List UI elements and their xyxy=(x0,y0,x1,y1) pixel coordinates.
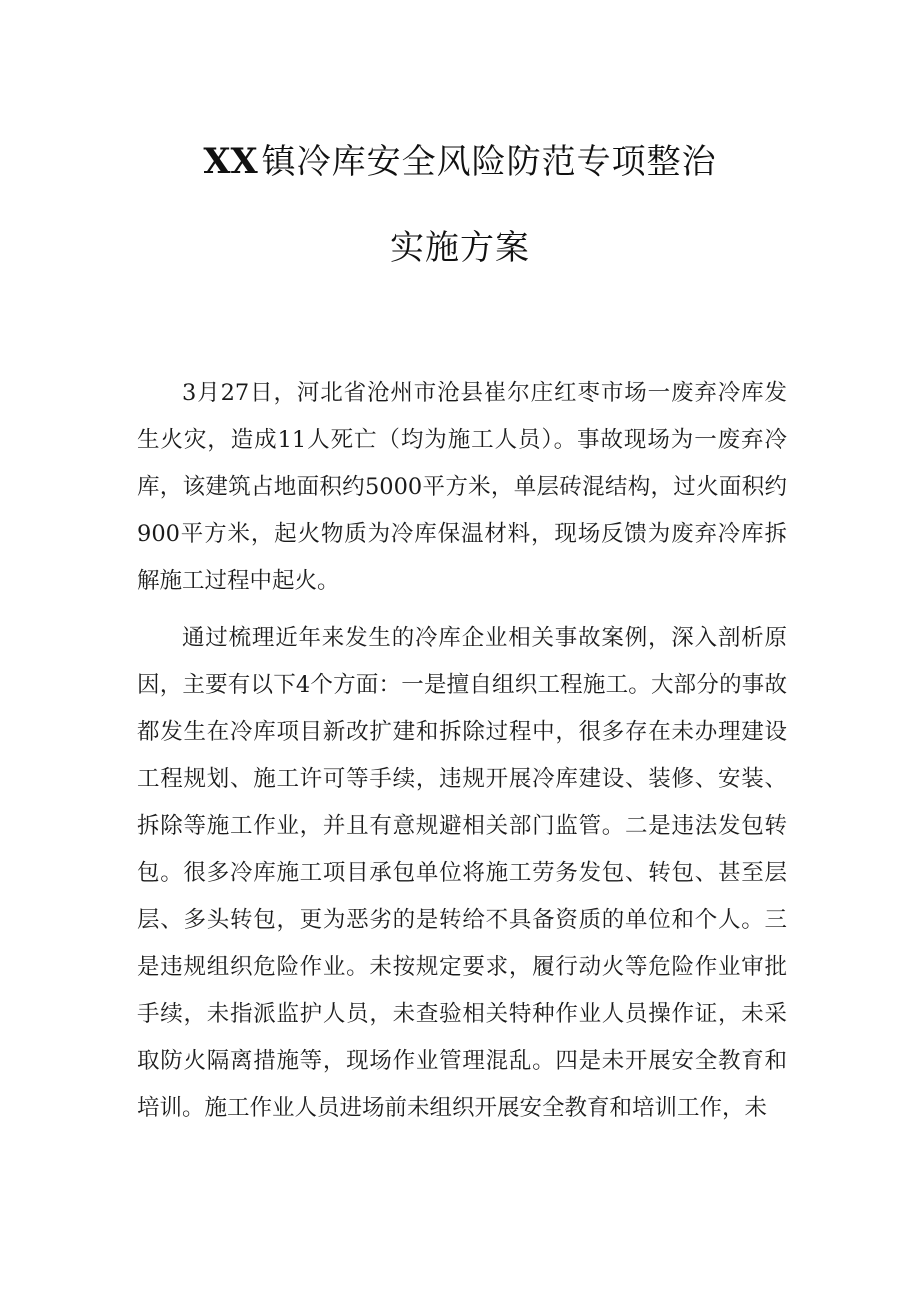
document-title-line-1 xyxy=(0,142,920,182)
document-title-line-2: 实施方案 xyxy=(390,228,530,268)
title-line-1-text: 镇冷库安全风险防范专项整治 xyxy=(261,142,717,182)
paragraph-causes: 通过梳理近年来发生的冷库企业相关事故案例，深入剖析原因，主要有以下4个方面：一是擅自组织工程施工。大部分的事故都发生在冷库项目新改扩建和拆除过程中，很多存在未办理建设工程规划、施工许可等手续，违规开展冷库建设、装修、安装、拆除等施工作业，并且有意规避相关部门监管。二是违法发包转包。很多冷库施工项目承包单位将施工劳务发包、转包、甚至层层、多头转包，更为恶劣的是转给不具备资质的单位和个人。三是违规组织危险作业。未按规定要求，履行动火等危险作业审批手续，未指派监护人员，未查验相关特种作业人员操作证，未采取防火隔离措施等，现场作业管理混乱。四是未开展安全教育和培训。施工作业人员进场前未组织开展安全教育和培训工作，未 xyxy=(137,625,787,1121)
title-prefix: XX xyxy=(203,141,258,182)
paragraph-incident: 3月27日，河北省沧州市沧县崔尔庄红枣市场一废弃冷库发生火灾，造成11人死亡（均为施工人员）。事故现场为一废弃冷库，该建筑占地面积约5000平方米，单层砖混结构，过火面积约900平方米，起火物质为冷库保温材料，现场反馈为废弃冷库拆解施工过程中起火。 xyxy=(137,380,787,594)
